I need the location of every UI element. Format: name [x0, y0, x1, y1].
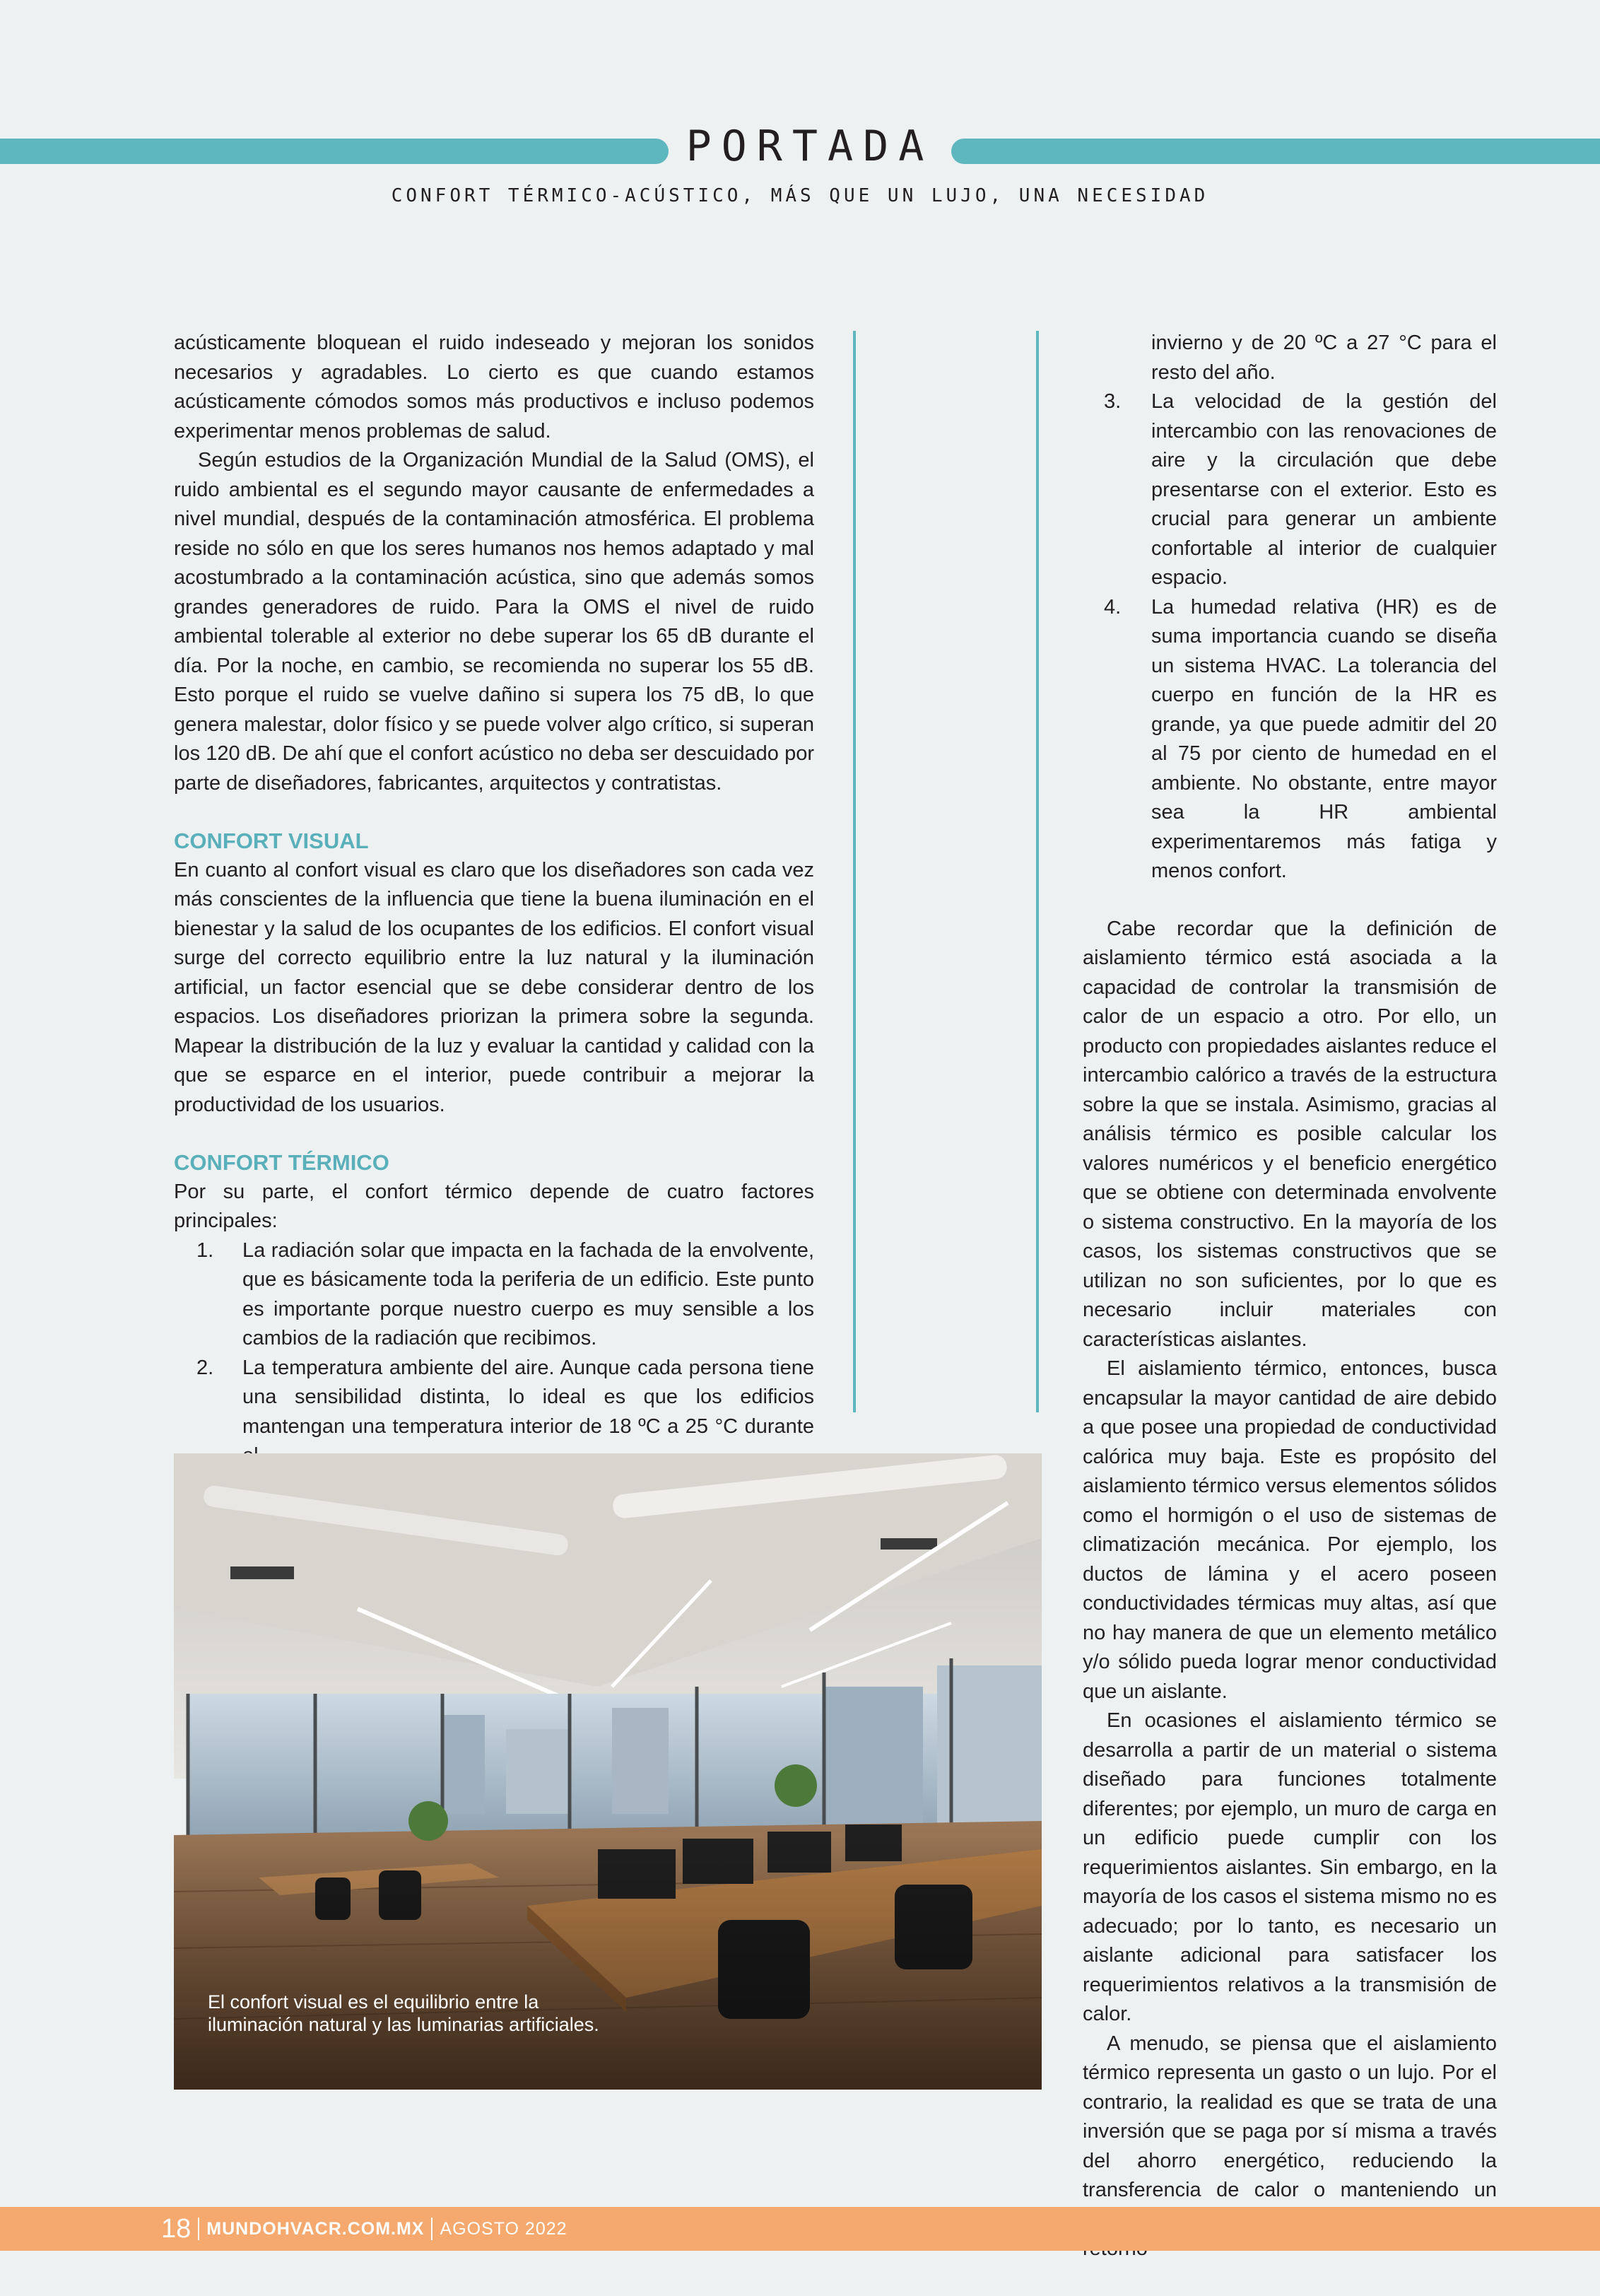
page-number: 18: [161, 2213, 192, 2244]
header-bar-left: [0, 139, 669, 164]
footer-separator: [198, 2218, 199, 2240]
list-item: [1083, 593, 1497, 886]
paragraph: Cabe recordar que la definición de aislamiento térmico está asociada a la capacidad de controlar la transmisión de calor de un espacio a otro. Por ello, un producto con propiedades aislantes reduce el intercambio calórico a través de la estructura sobre la que se instala. Asimismo, gracias al análisis térmico es posible calcular los valores numéricos y el beneficio energético que se obtiene con determinada envolvente o sistema constructivo. En la mayoría de los casos, los sistemas constructivos que se utilizan no son suficientes, por lo que es necesario incluir materiales con características aislantes.: [1083, 917, 1497, 1351]
paragraph: El aislamiento térmico, entonces, busca encapsular la mayor cantidad de aire debido a que posee una propiedad de conductividad calórica muy baja. Este es propósito del aislamiento térmico versus elementos sólidos como el hormigón o el uso de sistemas de climatización mecánica. Por ejemplo, los ductos de lámina y el acero poseen conductividades térmicas muy altas, así que no hay manera de que un elemento metálico y/o sólido pueda lograr menor conductividad que un aislante.: [1083, 1357, 1497, 1703]
list-number: 3.: [1104, 390, 1122, 413]
list-item: [1083, 387, 1497, 593]
office-photo: [174, 1453, 1042, 2090]
header-bar-right: [951, 139, 1600, 164]
heading-confort-termico: CONFORT TÉRMICO: [174, 1150, 389, 1175]
column-divider-left: [853, 331, 856, 1412]
footer-date: AGOSTO 2022: [440, 2218, 567, 2239]
heading-confort-visual: CONFORT VISUAL: [174, 828, 369, 853]
photo-caption: El confort visual es el equilibrio entre la iluminación natural y las luminarias artificiales.: [208, 1991, 599, 2035]
list-text: La velocidad de la gestión del intercambio con las renovaciones de aire y la circulación que debe presentarse con el exterior. Esto es crucial para generar un ambiente confortable al interior de cualquier espacio.: [1151, 390, 1497, 589]
right-column: [1083, 329, 1497, 2264]
paragraph: En cuanto al confort visual es claro que los diseñadores son cada vez más conscientes de la influencia que tiene la buena iluminación en el bienestar y la salud de los ocupantes de los edificios. El confort visual surge del correcto equilibrio entre la luz natural y la iluminación artificial, un factor esencial que se debe considerar dentro de los espacios. Los diseñadores priorizan la primera sobre la segunda. Mapear la distribución de la luz y evaluar la cantidad y calidad con la que se esparce en el interior, puede contribuir a mejorar la productividad de los usuarios.: [174, 858, 814, 1116]
paragraph: A menudo, se piensa que el aislamiento térmico representa un gasto o un lujo. Por el contrario, la realidad es que se trata de una inversión que se paga por sí misma a través del ahorro energético, reduciendo la transferencia de calor o manteniendo un: [1083, 2032, 1497, 2201]
factor-list-continued: [1083, 387, 1497, 886]
list-item: [174, 1236, 814, 1354]
list-text: La temperatura ambiente del aire. Aunque cada persona tiene una sensibilidad distinta, lo ideal es que los edificios mantengan una temperatura interior de 18 ºC a 25 °C durante: [242, 1356, 814, 1438]
list-number: 4.: [1104, 595, 1122, 619]
list-text: La humedad relativa (HR) es de suma importancia cuando se diseña un sistema HVAC. La tolerancia del cuerpo en función de la HR es grande, ya que puede admitir del 20 al 75 por ciento de humedad en el ambiente. No obstante, entre mayor sea la HR ambiental experimentaremos más fatiga y menos confort.: [1151, 595, 1497, 882]
section-title: PORTADA: [686, 122, 934, 171]
factor-list: [174, 1236, 814, 1471]
paragraph: Según estudios de la Organización Mundial de la Salud (OMS), el ruido ambiental es el segundo mayor causante de enfermedades a nivel mundial, después de la contaminación atmosférica. El problema reside no sólo en que los seres humanos nos hemos adaptado y mal acostumbrado a la contaminación acústica, sino que además somos grandes generadores de ruido. Para la OMS el nivel de ruido ambiental tolerable al exterior no debe superar los 65 dB durante el día. Por la noche, en cambio, se recomienda no superar los 55 dB. Esto porque el ruido se vuelve dañino si supera los 75 dB, lo que genera malestar, dolor físico y se puede volver algo crítico, si superan los 120 dB. De ahí que el confort acústico no deba ser descuidado por parte de diseñadores, fabricantes, arquitectos y contratistas.: [174, 449, 814, 795]
list-number: 1.: [196, 1238, 214, 1262]
list-text: La radiación solar que impacta en la fachada de la envolvente, que es básicamente toda la periferia de un edificio. Este punto es importante porque nuestro cuerpo es muy sensible a los cambios de la radiación que recibimos.: [242, 1238, 814, 1349]
list-continuation: invierno y de 20 ºC a 27 °C para el resto del año.: [1151, 332, 1497, 384]
paragraph: En ocasiones el aislamiento térmico se desarrolla a partir de un material o sistema diseñado para funciones totalmente diferentes; por ejemplo, un muro de carga en un edificio puede cumplir con los requerimientos aislantes. Sin embargo, en la mayoría de los casos el sistema mismo no es adecuado; por lo tanto, es necesario un aislante adicional para satisfacer los requerimientos relativos a la transmisión de calor.: [1083, 1709, 1497, 2025]
article-subtitle: CONFORT TÉRMICO-ACÚSTICO, MÁS QUE UN LUJO, UNA NECESIDAD: [391, 185, 1209, 206]
paragraph: acústicamente bloquean el ruido indeseado y mejoran los sonidos necesarios y agradables. Lo cierto es que cuando estamos acústicamente cómodos somos más productivos e incluso podemos experimentar menos problemas de salud.: [174, 332, 814, 443]
list-number: 2.: [196, 1356, 214, 1379]
footer-site[interactable]: MUNDOHVACR.COM.MX: [206, 2218, 425, 2239]
footer: [161, 2213, 567, 2245]
paragraph: Por su parte, el confort térmico depende de cuatro factores principales:: [174, 1180, 814, 1232]
left-column: [174, 329, 814, 1471]
footer-separator: [431, 2218, 433, 2240]
column-divider-right: [1036, 331, 1039, 1412]
